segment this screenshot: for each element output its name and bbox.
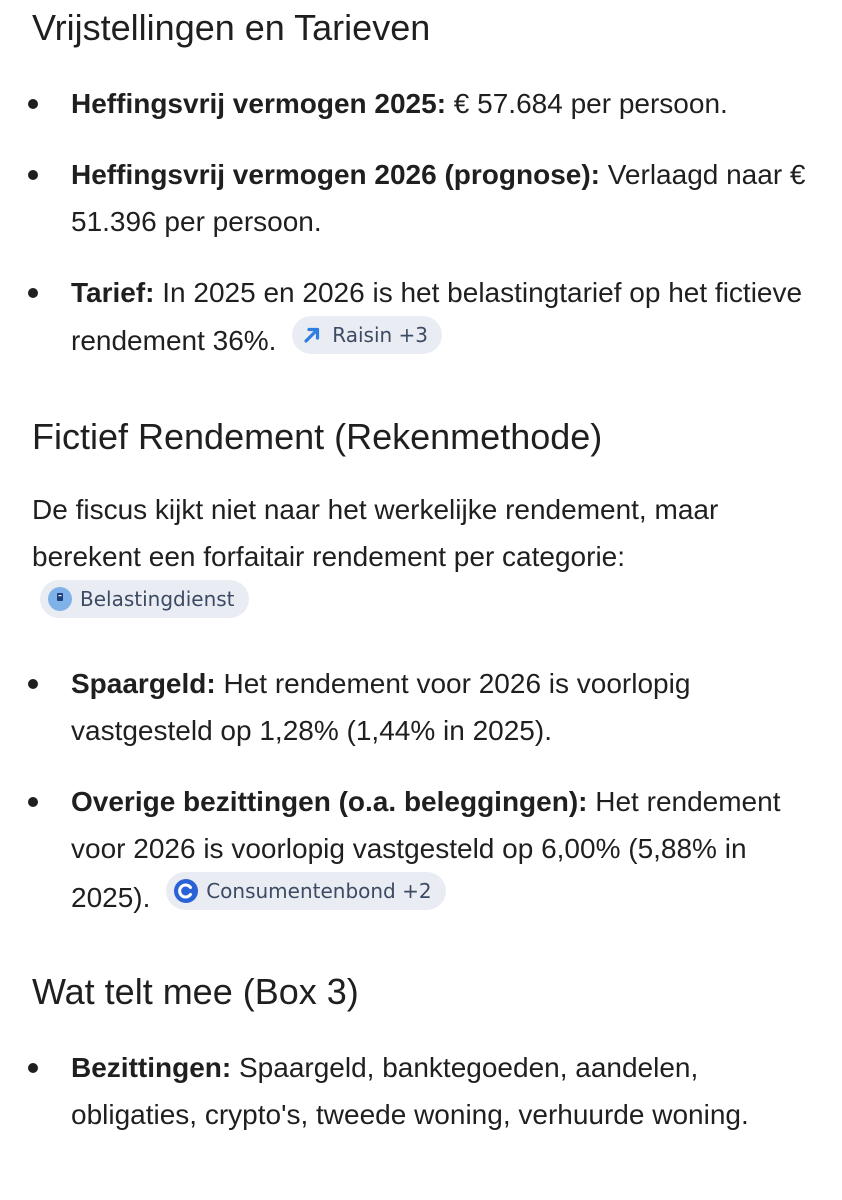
list-item xyxy=(0,269,811,364)
list-rendement xyxy=(0,660,842,921)
item-label: Tarief: xyxy=(71,277,155,308)
belastingdienst-logo-icon xyxy=(48,587,72,611)
item-text: Verlaagd naar € 51.396 per persoon. xyxy=(71,159,806,237)
list-item xyxy=(0,151,811,245)
source-chip-label: Consumentenbond +2 xyxy=(206,879,432,903)
source-chip-label: Raisin +3 xyxy=(332,323,429,347)
section-intro xyxy=(32,486,822,629)
intro-text: De fiscus kijkt niet naar het werkelijke rendement, maar berekent een forfaitair rendement per categorie: xyxy=(32,494,719,572)
list-item xyxy=(0,1044,811,1138)
item-text: € 57.684 per persoon. xyxy=(446,88,728,119)
bullet-dot xyxy=(28,288,38,298)
consumentenbond-logo-icon xyxy=(174,879,198,903)
item-text: Het rendement voor 2026 is voorlopig vastgesteld op 1,28% (1,44% in 2025). xyxy=(71,668,691,746)
list-item xyxy=(0,660,811,754)
list-item xyxy=(0,778,811,921)
section-title-fictief-rendement: Fictief Rendement (Rekenmethode) xyxy=(32,416,603,457)
source-chip-belastingdienst[interactable] xyxy=(40,580,249,618)
source-chip-raisin[interactable] xyxy=(292,316,442,354)
item-label: Spaargeld: xyxy=(71,668,216,699)
item-text: Het rendement voor 2026 is voorlopig vastgesteld op 6,00% (5,88% in 2025). xyxy=(71,786,781,913)
arrow-up-right-icon xyxy=(300,323,324,347)
list-box3 xyxy=(0,1044,842,1138)
item-text: In 2025 en 2026 is het belastingtarief op het fictieve rendement 36%. xyxy=(71,277,803,356)
list-vrijstellingen xyxy=(0,80,842,364)
source-chip-consumentenbond[interactable] xyxy=(166,872,445,910)
bullet-dot xyxy=(28,170,38,180)
section-title-vrijstellingen: Vrijstellingen en Tarieven xyxy=(32,7,431,48)
item-label: Heffingsvrij vermogen 2026 (prognose): xyxy=(71,159,601,190)
source-chip-label: Belastingdienst xyxy=(80,587,235,611)
bullet-dot xyxy=(28,99,38,109)
item-label: Heffingsvrij vermogen 2025: xyxy=(71,88,447,119)
item-label: Overige bezittingen (o.a. beleggingen): xyxy=(71,786,588,817)
item-label: Bezittingen: xyxy=(71,1052,232,1083)
bullet-dot xyxy=(28,1063,38,1073)
bullet-dot xyxy=(28,797,38,807)
list-item xyxy=(0,80,811,127)
section-title-wat-telt-mee: Wat telt mee (Box 3) xyxy=(32,971,359,1012)
bullet-dot xyxy=(28,679,38,689)
item-text: Spaargeld, banktegoeden, aandelen, obligaties, crypto's, tweede woning, verhuurde woning. xyxy=(71,1052,749,1130)
